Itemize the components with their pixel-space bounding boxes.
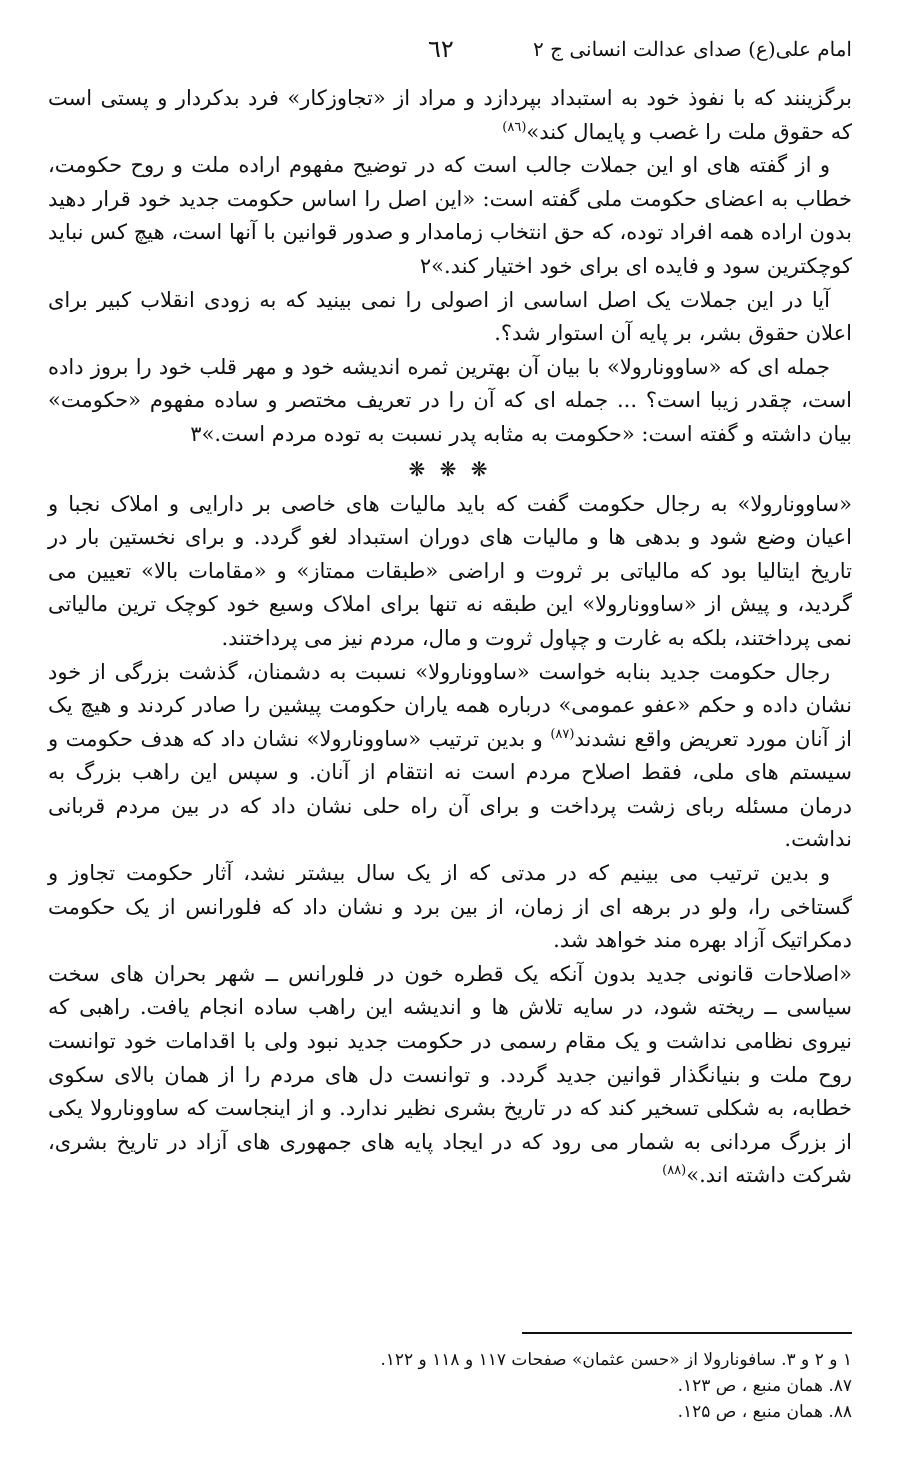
paragraph-text: «اصلاحات قانونی جدید بدون آنکه یک قطره خون در فلورانس ــ شهر بحران های سخت سیاسی ــ ریخته شود، در سایه تلاش ها و اندیشه این راهب ساده انجام یافت. راهبی که نیروی نظامی نداشت و یک مقام رسمی در حکومت جدید نبود ولی با اقدامات خود توانست روح ملت و بنیانگذار قوانین جدید گردد. و توانست دل های مردم را از همان بالای سکوی خطابه، به شکلی تسخیر کند که در تاریخ بشری نظیر ندارد. و از اینجاست که ساوونارولا یکی از بزرگ مردانی به شمار می رود که در ایجاد پایه های جمهوری های آزاد در تاریخ بشری، شرکت داشته اند.»	[48, 961, 852, 1188]
main-text	[48, 82, 852, 1193]
footnote: ۸۷. همان منبع ، ص ۱۲۳.	[677, 1376, 852, 1396]
footnote-ref: (٨٧)	[550, 726, 575, 742]
footnote-ref: (٨٦)	[502, 119, 527, 135]
paragraph	[48, 82, 852, 149]
section-separator: ❋ ❋ ❋	[408, 456, 492, 481]
paragraph: آیا در این جملات یک اصل اساسی از اصولی را نمی بینید که به زودی انقلاب کبیر برای اعلان حقوق بشر، بر پایه آن استوار شد؟.	[48, 287, 852, 346]
paragraph-text: برگزینند که با نفوذ خود به استبداد بپردازد و مراد از «تجاوزکار» فرد بدکردار و پستی است که حقوق ملت را غصب و پایمال کند»	[48, 86, 852, 144]
footnote: ۸۸. همان منبع ، ص ۱۲۵.	[677, 1402, 852, 1422]
paragraph: جمله ای که «ساوونارولا» با بیان آن بهترین ثمره اندیشه خود و مهر قلب خود را بروز داده است، چقدر زیبا است؟ ... جمله ای که آن را در تعریف مختصر و ساده مفهوم «حکومت» بیان داشته و گفته است: «حکومت به مثابه پدر نسبت به توده مردم است.»۳	[48, 354, 852, 446]
paragraph: «ساوونارولا» به رجال حکومت گفت که باید مالیات های خاصی بر دارایی و املاک نجبا و اعیان وضع شود و بدهی ها و مالیات های دوران استبداد لغو گردد. و برای نخستین بار در تاریخ ایتالیا بود که مالیاتی بر ثروت و اراضی «طبقات ممتاز» و «مقامات بالا» تعیین می گردید، و پیش از «ساوونارولا» این طبقه نه تنها برای املاک وسیع خود کوچک ترین مالیاتی نمی پرداختند، بلکه به غارت و چپاول ثروت و مال، مردم نیز می پرداختند.	[48, 491, 852, 650]
paragraph: و بدین ترتیب می بینیم که در مدتی که از یک سال بیشتر نشد، آثار حکومت تجاوز و گستاخی را، ولو در برهه ای از زمان، از بین برد و نشان داد که فلورانس از یک حکومت دمکراتیک آزاد بهره مند خواهد شد.	[48, 861, 852, 953]
paragraph	[48, 656, 852, 858]
running-title: امام علی(ع) صدای عدالت انسانی ج ۲	[532, 37, 852, 61]
footnotes	[48, 1347, 852, 1425]
paragraph: و از گفته های او این جملات جالب است که در توضیح مفهوم اراده ملت و روح حکومت، خطاب به اعضای حکومت ملی گفته است: «این اصل را اساس حکومت جدید خود قرار دهید بدون اراده همه افراد توده، که حق انتخاب زمامدار و صدور قوانین با آنها است، هیچ کس نباید کوچکترین سود و فایده ای برای خود اختیار کند.»۲	[48, 153, 852, 278]
paragraph-text: و بدین ترتیب «ساوونارولا» نشان داد که هدف حکومت و سیستم های ملی، فقط اصلاح مردم است نه انتقام از آنان. و سپس این راهب بزرگ به درمان مسئله ربای زشت پرداخت و برای آن راه حلی نشان داد که در بین مردم قربانی نداشت.	[48, 726, 852, 852]
page-header	[48, 28, 852, 72]
page-number: ٦٢	[428, 35, 454, 63]
footnote-divider	[522, 1332, 852, 1334]
paragraph-text: رجال حکومت جدید بنابه خواست «ساوونارولا» نسبت به دشمنان، گذشت بزرگی از خود نشان داده و حکم «عفو عمومی» درباره همه یاران حکومت پیشین را صادر کردند و هیچ یک از آنان مورد تعریض واقع نشدند	[48, 659, 852, 751]
paragraph	[48, 958, 852, 1193]
footnote-ref: (٨٨)	[662, 1163, 687, 1179]
footnote: ۱ و ۲ و ۳. سافونارولا از «حسن عثمان» صفحات ۱۱۷ و ۱۱۸ و ۱۲۲.	[380, 1350, 852, 1370]
